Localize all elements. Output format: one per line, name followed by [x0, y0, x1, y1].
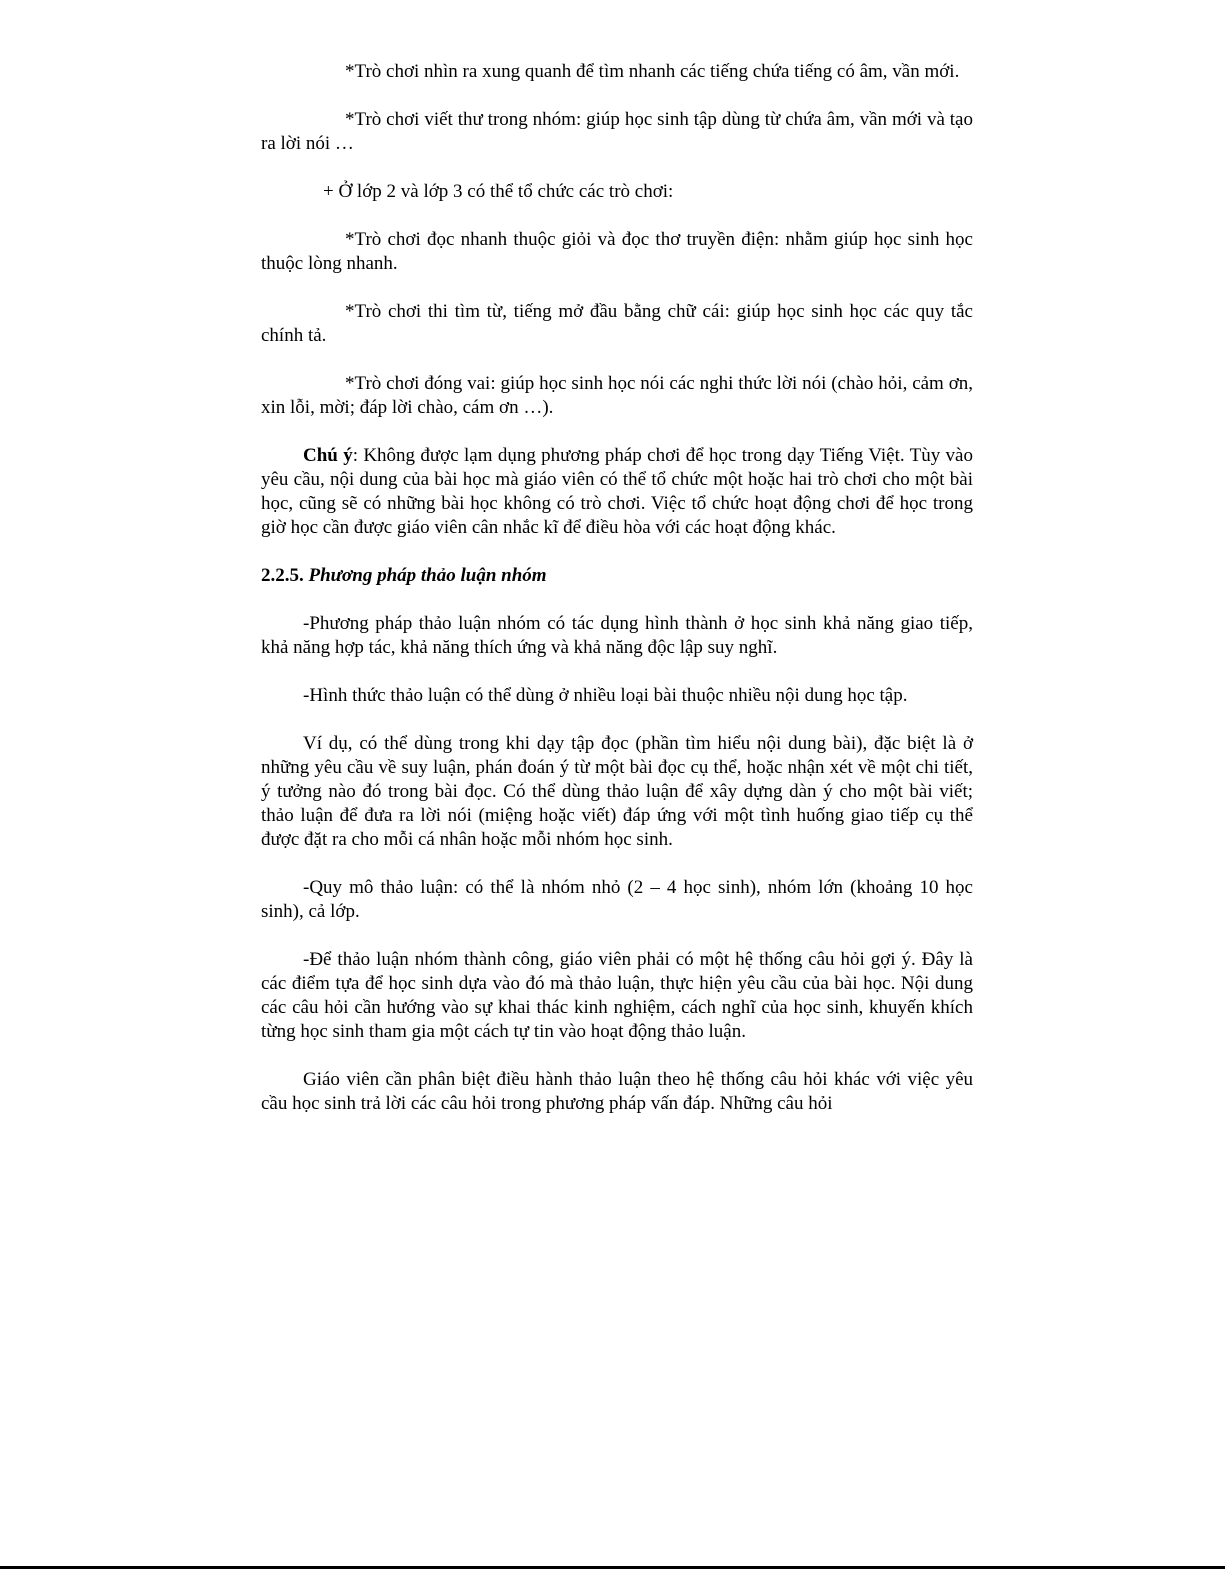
paragraph: -Quy mô thảo luận: có thể là nhóm nhỏ (2 – 4 học sinh), nhóm lớn (khoảng 10 học sinh), cả lớp.: [261, 877, 973, 922]
document-body: [261, 60, 973, 1140]
paragraph: *Trò chơi viết thư trong nhóm: giúp học sinh tập dùng từ chứa âm, vần mới và tạo ra lời nói …: [261, 109, 973, 154]
page-bottom-border: [0, 1566, 1225, 1569]
section-heading: [261, 564, 973, 588]
list-item: + Ở lớp 2 và lớp 3 có thể tổ chức các trò chơi:: [323, 181, 674, 202]
note-text: : Không được lạm dụng phương pháp chơi để học trong dạy Tiếng Việt. Tùy vào yêu cầu, nội dung của bài học mà giáo viên có thể tổ chức một hoặc hai trò chơi cho một bài học, cũng sẽ có những bài học không có trò chơi. Việc tổ chức hoạt động chơi để học trong giờ học cần được giáo viên cân nhắc kĩ để điều hòa với các hoạt động khác.: [261, 445, 973, 538]
paragraph: *Trò chơi đóng vai: giúp học sinh học nói các nghi thức lời nói (chào hỏi, cảm ơn, xin lỗi, mời; đáp lời chào, cám ơn …).: [261, 373, 973, 418]
paragraph: -Phương pháp thảo luận nhóm có tác dụng hình thành ở học sinh khả năng giao tiếp, khả năng hợp tác, khả năng thích ứng và khả năng độc lập suy nghĩ.: [261, 613, 973, 658]
paragraph: *Trò chơi đọc nhanh thuộc giỏi và đọc thơ truyền điện: nhằm giúp học sinh học thuộc lòng nhanh.: [261, 229, 973, 274]
paragraph: -Để thảo luận nhóm thành công, giáo viên phải có một hệ thống câu hỏi gợi ý. Đây là các điểm tựa để học sinh dựa vào đó mà thảo luận, thực hiện yêu cầu của bài học. Nội dung các câu hỏi cần hướng vào sự khai thác kinh nghiệm, cách nghĩ của học sinh, khuyến khích từng học sinh tham gia một cách tự tin vào hoạt động thảo luận.: [261, 949, 973, 1042]
note-label: Chú ý: [303, 445, 353, 466]
paragraph: *Trò chơi nhìn ra xung quanh để tìm nhanh các tiếng chứa tiếng có âm, vần mới.: [345, 61, 960, 82]
section-number: 2.2.5.: [261, 565, 304, 586]
paragraph: Giáo viên cần phân biệt điều hành thảo luận theo hệ thống câu hỏi khác với việc yêu cầu học sinh trả lời các câu hỏi trong phương pháp vấn đáp. Những câu hỏi: [261, 1069, 973, 1114]
section-title: Phương pháp thảo luận nhóm: [308, 565, 547, 586]
note-paragraph: [261, 444, 973, 540]
paragraph: *Trò chơi thi tìm từ, tiếng mở đầu bằng chữ cái: giúp học sinh học các quy tắc chính tả.: [261, 301, 973, 346]
paragraph: -Hình thức thảo luận có thể dùng ở nhiều loại bài thuộc nhiều nội dung học tập.: [303, 685, 908, 706]
paragraph: Ví dụ, có thể dùng trong khi dạy tập đọc (phần tìm hiểu nội dung bài), đặc biệt là ở những yêu cầu về suy luận, phán đoán ý từ một bài đọc cụ thể, hoặc nhận xét về một chi tiết, ý tưởng nào đó trong bài đọc. Có thể dùng thảo luận để xây dựng dàn ý cho một bài viết; thảo luận để đưa ra lời nói (miệng hoặc viết) đáp ứng với một tình huống giao tiếp cụ thể được đặt ra cho mỗi cá nhân hoặc mỗi nhóm học sinh.: [261, 733, 973, 850]
